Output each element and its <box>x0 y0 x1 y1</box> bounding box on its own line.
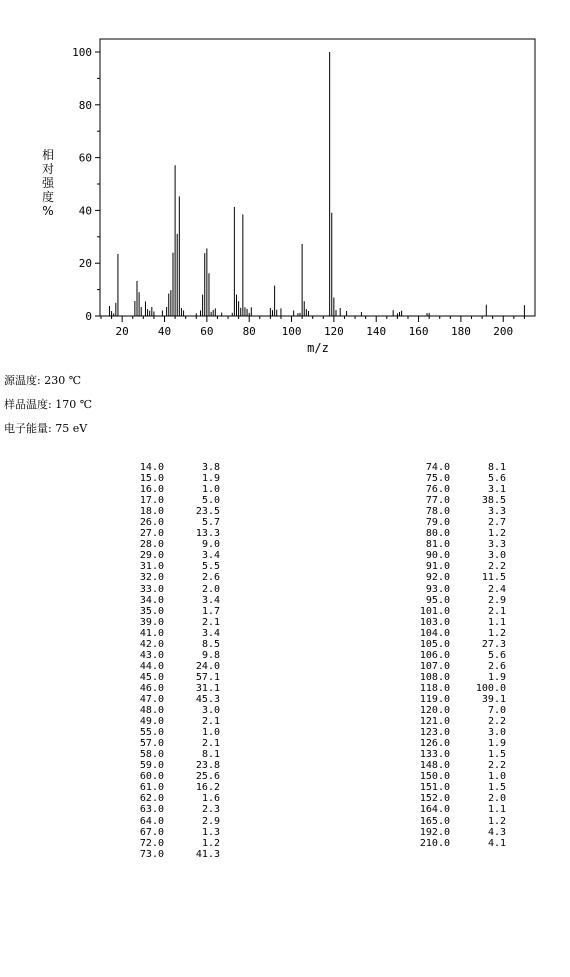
x-tick-label: 120 <box>323 325 344 338</box>
abundance-value: 2.1 <box>487 605 506 617</box>
abundance-value: 23.5 <box>195 506 220 518</box>
abundance-value: 27.3 <box>481 638 506 650</box>
x-tick-label: 200 <box>493 325 514 338</box>
y-tick-label: 80 <box>78 98 92 112</box>
table-row <box>346 838 506 849</box>
table-row <box>60 760 220 771</box>
table-row <box>60 595 220 606</box>
table-row <box>346 628 506 639</box>
table-row <box>346 572 506 583</box>
abundance-value: 5.0 <box>201 495 220 507</box>
mz-value: 28.0 <box>139 539 164 551</box>
spectrum-peaks <box>109 52 524 316</box>
table-row <box>60 484 220 495</box>
x-tick-label: 160 <box>408 325 429 338</box>
y-axis <box>72 46 100 323</box>
table-row <box>346 584 506 595</box>
table-row <box>346 793 506 804</box>
y-label-char: 相 <box>41 148 54 162</box>
abundance-value: 4.1 <box>487 837 506 849</box>
mz-value: 151.0 <box>419 782 450 794</box>
mz-value: 64.0 <box>139 815 164 827</box>
abundance-value: 3.0 <box>487 727 506 739</box>
mz-value: 108.0 <box>419 671 450 683</box>
mz-value: 92.0 <box>425 572 450 584</box>
table-row <box>346 782 506 793</box>
table-row <box>60 584 220 595</box>
abundance-value: 4.3 <box>487 826 506 838</box>
mz-value: 44.0 <box>139 660 164 672</box>
abundance-value: 3.0 <box>487 550 506 562</box>
mz-value: 72.0 <box>139 837 164 849</box>
table-row <box>60 804 220 815</box>
abundance-value: 3.1 <box>487 484 506 496</box>
mz-value: 34.0 <box>139 594 164 606</box>
abundance-value: 31.1 <box>195 682 220 694</box>
mz-value: 103.0 <box>419 616 450 628</box>
x-axis <box>101 316 524 338</box>
table-row <box>60 849 220 860</box>
abundance-value: 5.5 <box>201 561 220 573</box>
abundance-value: 45.3 <box>195 693 220 705</box>
abundance-value: 16.2 <box>195 782 220 794</box>
mz-value: 67.0 <box>139 826 164 838</box>
table-row <box>60 683 220 694</box>
mz-value: 58.0 <box>139 749 164 761</box>
abundance-value: 8.5 <box>201 638 220 650</box>
y-label-char: % <box>42 204 54 218</box>
mz-value: 74.0 <box>425 462 450 473</box>
abundance-value: 5.7 <box>201 517 220 529</box>
abundance-value: 2.2 <box>487 760 506 772</box>
mz-value: 192.0 <box>419 826 450 838</box>
mz-value: 90.0 <box>425 550 450 562</box>
mz-value: 152.0 <box>419 793 450 805</box>
table-row <box>60 528 220 539</box>
abundance-value: 2.1 <box>201 738 220 750</box>
y-tick-label: 0 <box>85 310 92 323</box>
abundance-value: 41.3 <box>195 848 220 860</box>
abundance-value: 9.8 <box>201 649 220 661</box>
mz-value: 62.0 <box>139 793 164 805</box>
table-row <box>346 606 506 617</box>
table-row <box>60 462 220 473</box>
table-row <box>60 694 220 705</box>
abundance-value: 1.0 <box>487 771 506 783</box>
mass-spectrum-chart <box>0 0 570 370</box>
table-row <box>346 705 506 716</box>
abundance-value: 1.0 <box>201 727 220 739</box>
mz-value: 14.0 <box>139 462 164 473</box>
abundance-value: 3.0 <box>201 705 220 717</box>
x-tick-label: 60 <box>200 325 214 338</box>
source-temperature: 源温度: 230 ℃ <box>4 374 81 387</box>
abundance-value: 5.6 <box>487 473 506 485</box>
mz-value: 101.0 <box>419 605 450 617</box>
mz-value: 75.0 <box>425 473 450 485</box>
abundance-value: 100.0 <box>475 682 506 694</box>
mz-value: 29.0 <box>139 550 164 562</box>
mz-value: 126.0 <box>419 738 450 750</box>
abundance-value: 3.4 <box>201 550 220 562</box>
mz-value: 39.0 <box>139 616 164 628</box>
y-axis-label <box>40 148 56 218</box>
table-row <box>346 716 506 727</box>
table-row <box>60 716 220 727</box>
y-label-char: 强 <box>41 176 54 190</box>
table-row <box>346 827 506 838</box>
abundance-value: 2.7 <box>487 517 506 529</box>
table-row <box>346 495 506 506</box>
mz-value: 43.0 <box>139 649 164 661</box>
abundance-value: 2.1 <box>201 716 220 728</box>
table-row <box>60 705 220 716</box>
abundance-value: 57.1 <box>195 671 220 683</box>
mz-value: 107.0 <box>419 660 450 672</box>
x-tick-label: 140 <box>366 325 387 338</box>
mz-value: 73.0 <box>139 848 164 860</box>
abundance-value: 2.9 <box>487 594 506 606</box>
y-label-char: 度 <box>41 190 54 204</box>
table-row <box>60 838 220 849</box>
x-tick-label: 100 <box>281 325 302 338</box>
table-row <box>60 506 220 517</box>
table-row <box>60 473 220 484</box>
table-row <box>346 760 506 771</box>
table-row <box>346 550 506 561</box>
abundance-value: 1.5 <box>487 782 506 794</box>
mz-value: 165.0 <box>419 815 450 827</box>
mz-value: 133.0 <box>419 749 450 761</box>
mz-value: 31.0 <box>139 561 164 573</box>
abundance-value: 9.0 <box>201 539 220 551</box>
mz-value: 79.0 <box>425 517 450 529</box>
abundance-value: 2.0 <box>487 793 506 805</box>
y-tick-label: 60 <box>78 151 92 165</box>
mz-value: 78.0 <box>425 506 450 518</box>
mz-value: 32.0 <box>139 572 164 584</box>
electron-energy: 电子能量: 75 eV <box>4 422 88 435</box>
table-row <box>346 484 506 495</box>
table-row <box>60 617 220 628</box>
table-row <box>60 628 220 639</box>
table-row <box>60 749 220 760</box>
y-tick-label: 100 <box>72 46 92 59</box>
mz-value: 27.0 <box>139 528 164 540</box>
abundance-value: 1.1 <box>487 804 506 816</box>
abundance-value: 5.6 <box>487 649 506 661</box>
mz-value: 76.0 <box>425 484 450 496</box>
abundance-value: 1.1 <box>487 616 506 628</box>
mz-value: 93.0 <box>425 583 450 595</box>
mz-value: 91.0 <box>425 561 450 573</box>
mz-value: 49.0 <box>139 716 164 728</box>
table-row <box>346 650 506 661</box>
abundance-value: 2.1 <box>201 616 220 628</box>
table-row <box>346 528 506 539</box>
abundance-value: 3.4 <box>201 594 220 606</box>
mz-value: 59.0 <box>139 760 164 772</box>
table-row <box>346 727 506 738</box>
abundance-value: 2.0 <box>201 583 220 595</box>
mz-value: 120.0 <box>419 705 450 717</box>
abundance-value: 13.3 <box>195 528 220 540</box>
mz-value: 81.0 <box>425 539 450 551</box>
abundance-value: 2.2 <box>487 561 506 573</box>
peak-table-right <box>346 462 506 849</box>
mz-value: 46.0 <box>139 682 164 694</box>
mz-value: 16.0 <box>139 484 164 496</box>
x-axis-label: m/z <box>307 341 329 355</box>
abundance-value: 23.8 <box>195 760 220 772</box>
mz-value: 121.0 <box>419 716 450 728</box>
mz-value: 123.0 <box>419 727 450 739</box>
abundance-value: 1.6 <box>201 793 220 805</box>
abundance-value: 3.8 <box>201 462 220 473</box>
abundance-value: 1.2 <box>201 837 220 849</box>
abundance-value: 2.2 <box>487 716 506 728</box>
abundance-value: 1.2 <box>487 815 506 827</box>
mz-value: 48.0 <box>139 705 164 717</box>
abundance-value: 2.3 <box>201 804 220 816</box>
mz-value: 47.0 <box>139 693 164 705</box>
table-row <box>346 661 506 672</box>
mz-value: 119.0 <box>419 693 450 705</box>
abundance-value: 7.0 <box>487 705 506 717</box>
mz-value: 95.0 <box>425 594 450 606</box>
mz-value: 105.0 <box>419 638 450 650</box>
abundance-value: 1.7 <box>201 605 220 617</box>
y-tick-label: 40 <box>78 204 92 218</box>
abundance-value: 2.9 <box>201 815 220 827</box>
mz-value: 80.0 <box>425 528 450 540</box>
abundance-value: 3.3 <box>487 539 506 551</box>
mz-value: 60.0 <box>139 771 164 783</box>
abundance-value: 1.2 <box>487 528 506 540</box>
table-row <box>60 782 220 793</box>
abundance-value: 1.9 <box>201 473 220 485</box>
mz-value: 150.0 <box>419 771 450 783</box>
mz-value: 45.0 <box>139 671 164 683</box>
sample-temperature: 样品温度: 170 ℃ <box>4 398 92 411</box>
mz-value: 33.0 <box>139 583 164 595</box>
abundance-value: 1.5 <box>487 749 506 761</box>
mz-value: 63.0 <box>139 804 164 816</box>
abundance-value: 1.0 <box>201 484 220 496</box>
table-row <box>346 804 506 815</box>
abundance-value: 3.3 <box>487 506 506 518</box>
mz-value: 210.0 <box>419 837 450 849</box>
x-tick-label: 40 <box>157 325 172 338</box>
abundance-value: 2.6 <box>201 572 220 584</box>
table-row <box>346 506 506 517</box>
table-row <box>60 539 220 550</box>
abundance-value: 38.5 <box>481 495 506 507</box>
mz-value: 42.0 <box>139 638 164 650</box>
mz-value: 148.0 <box>419 760 450 772</box>
mz-value: 77.0 <box>425 495 450 507</box>
table-row <box>346 561 506 572</box>
table-row <box>346 595 506 606</box>
table-row <box>60 661 220 672</box>
table-row <box>346 639 506 650</box>
abundance-value: 2.4 <box>487 583 506 595</box>
peak-table-left <box>60 462 220 860</box>
mz-value: 164.0 <box>419 804 450 816</box>
table-row <box>346 473 506 484</box>
abundance-value: 25.6 <box>195 771 220 783</box>
abundance-value: 39.1 <box>481 693 506 705</box>
plot-frame <box>100 39 535 316</box>
abundance-value: 1.9 <box>487 671 506 683</box>
table-row <box>346 462 506 473</box>
table-row <box>346 517 506 528</box>
mz-value: 61.0 <box>139 782 164 794</box>
mz-value: 55.0 <box>139 727 164 739</box>
abundance-value: 11.5 <box>481 572 506 584</box>
table-row <box>346 771 506 782</box>
mz-value: 15.0 <box>139 473 164 485</box>
table-row <box>60 827 220 838</box>
table-row <box>346 738 506 749</box>
table-row <box>60 572 220 583</box>
mz-value: 18.0 <box>139 506 164 518</box>
table-row <box>60 495 220 506</box>
abundance-value: 8.1 <box>201 749 220 761</box>
mz-value: 41.0 <box>139 627 164 639</box>
table-row <box>346 683 506 694</box>
abundance-value: 8.1 <box>487 462 506 473</box>
mz-value: 118.0 <box>419 682 450 694</box>
y-tick-label: 20 <box>78 257 92 271</box>
table-row <box>60 816 220 827</box>
mz-value: 17.0 <box>139 495 164 507</box>
abundance-value: 1.9 <box>487 738 506 750</box>
table-row <box>346 694 506 705</box>
mz-value: 106.0 <box>419 649 450 661</box>
table-row <box>346 539 506 550</box>
table-row <box>60 550 220 561</box>
abundance-value: 1.2 <box>487 627 506 639</box>
table-row <box>346 672 506 683</box>
table-row <box>60 650 220 661</box>
table-row <box>60 738 220 749</box>
abundance-value: 2.6 <box>487 660 506 672</box>
mz-value: 35.0 <box>139 605 164 617</box>
table-row <box>60 672 220 683</box>
mz-value: 26.0 <box>139 517 164 529</box>
x-tick-label: 20 <box>115 325 129 338</box>
table-row <box>60 606 220 617</box>
y-label-char: 对 <box>41 162 54 176</box>
table-row <box>60 517 220 528</box>
abundance-value: 3.4 <box>201 627 220 639</box>
abundance-value: 1.3 <box>201 826 220 838</box>
table-row <box>60 793 220 804</box>
table-row <box>346 617 506 628</box>
table-row <box>60 639 220 650</box>
x-tick-label: 80 <box>242 325 256 338</box>
table-row <box>60 771 220 782</box>
x-tick-label: 180 <box>450 325 471 338</box>
mz-value: 57.0 <box>139 738 164 750</box>
abundance-value: 24.0 <box>195 660 220 672</box>
table-row <box>60 727 220 738</box>
table-row <box>346 816 506 827</box>
table-row <box>346 749 506 760</box>
table-row <box>60 561 220 572</box>
mz-value: 104.0 <box>419 627 450 639</box>
